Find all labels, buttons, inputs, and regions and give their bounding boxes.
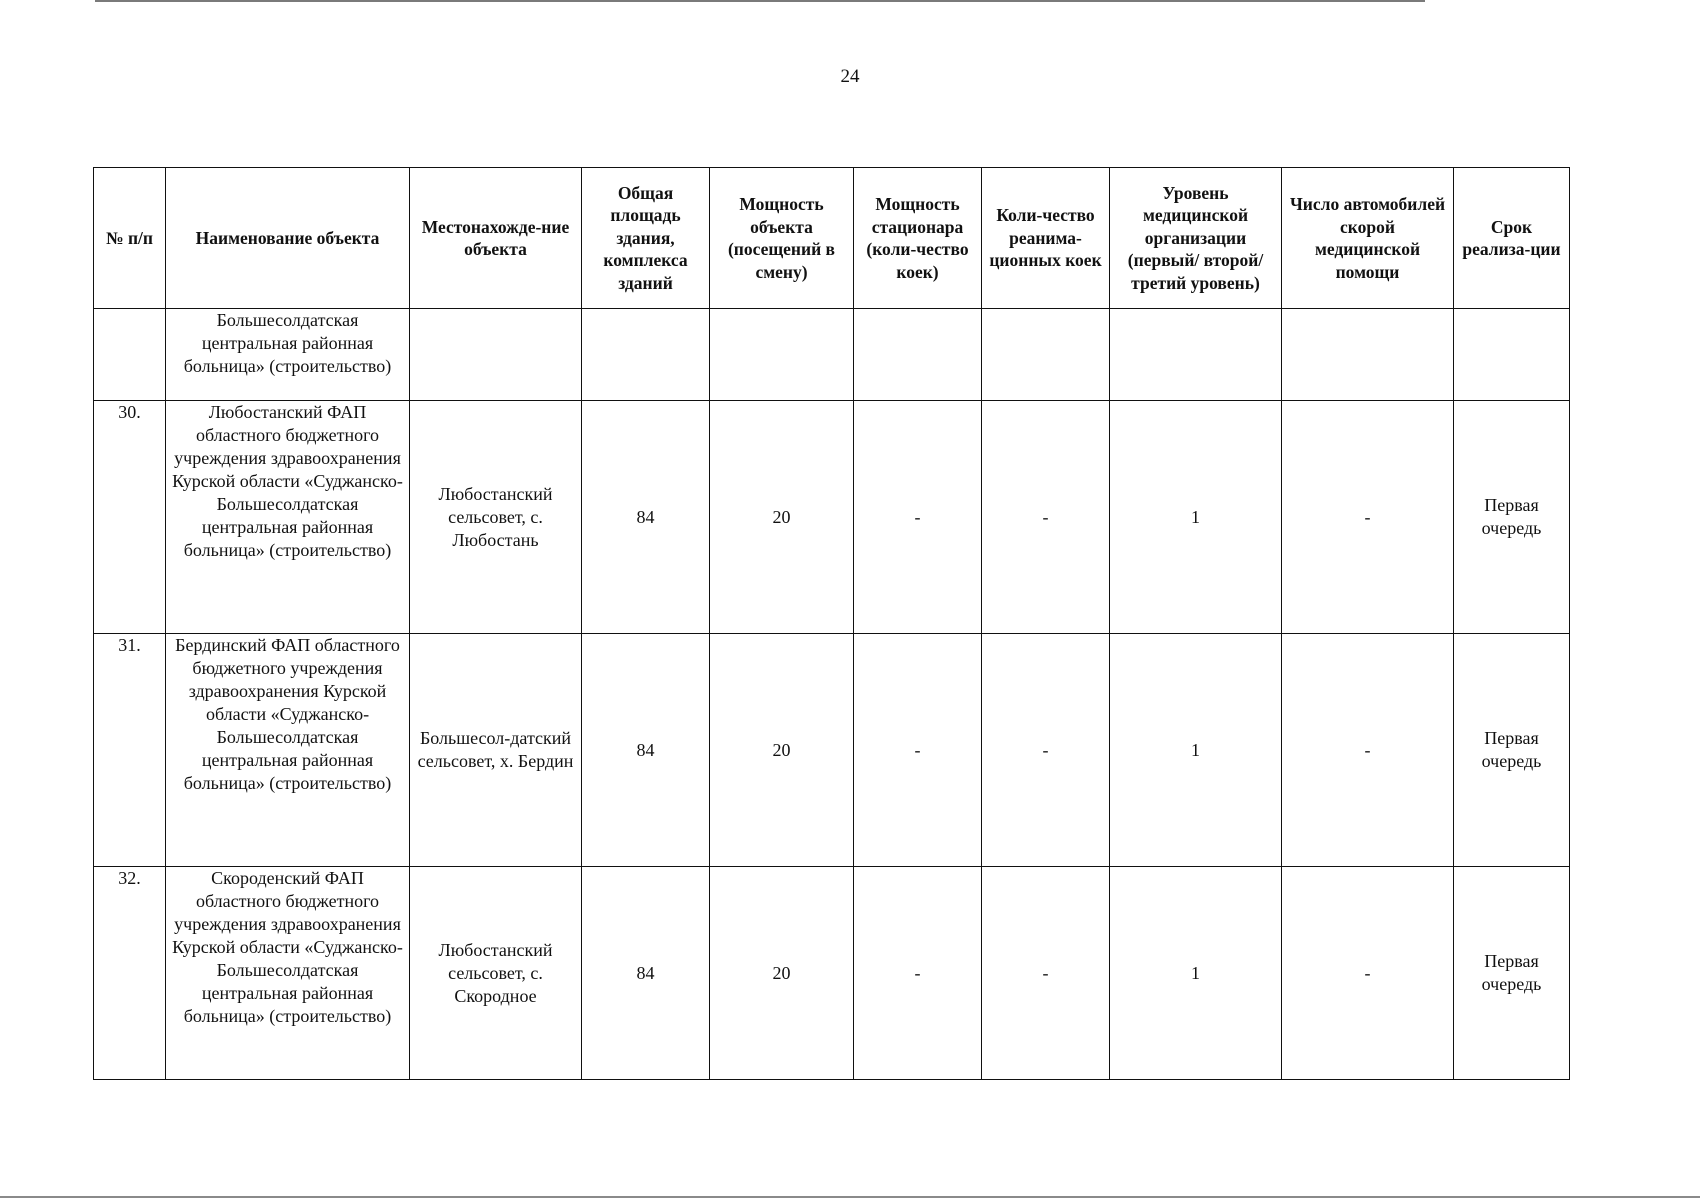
cell-icu xyxy=(982,309,1110,401)
header-ambulances: Число автомобилей скорой медицинской помощи xyxy=(1282,168,1454,309)
cell-hospital: - xyxy=(854,867,982,1080)
table-row xyxy=(94,867,1570,1080)
header-location: Местонахожде-ние объекта xyxy=(410,168,582,309)
scan-edge-top xyxy=(95,0,1425,2)
cell-ambulances: - xyxy=(1282,401,1454,634)
cell-level: 1 xyxy=(1110,867,1282,1080)
cell-ambulances xyxy=(1282,309,1454,401)
cell-term: Первая очередь xyxy=(1454,867,1570,1080)
header-capacity: Мощность объекта (посещений в смену) xyxy=(710,168,854,309)
cell-level: 1 xyxy=(1110,401,1282,634)
cell-num: 30. xyxy=(94,401,166,634)
cell-name: Бердинский ФАП областного бюджетного учреждения здравоохранения Курской области «Суджанско-Большесолдатская центральная районная больница» (строительство) xyxy=(166,634,410,867)
table-header-row xyxy=(94,168,1570,309)
header-level: Уровень медицинской организации (первый/ второй/ третий уровень) xyxy=(1110,168,1282,309)
cell-name: Большесолдатская центральная районная больница» (строительство) xyxy=(166,309,410,401)
cell-hospital: - xyxy=(854,401,982,634)
cell-capacity xyxy=(710,309,854,401)
cell-level xyxy=(1110,309,1282,401)
cell-icu: - xyxy=(982,634,1110,867)
cell-num: 32. xyxy=(94,867,166,1080)
cell-location xyxy=(410,309,582,401)
cell-term xyxy=(1454,309,1570,401)
cell-area: 84 xyxy=(582,634,710,867)
header-term: Срок реализа-ции xyxy=(1454,168,1570,309)
cell-capacity: 20 xyxy=(710,401,854,634)
cell-ambulances: - xyxy=(1282,867,1454,1080)
cell-term: Первая очередь xyxy=(1454,634,1570,867)
cell-ambulances: - xyxy=(1282,634,1454,867)
cell-location: Любостанский сельсовет, с. Скородное xyxy=(410,867,582,1080)
header-hospital: Мощность стационара (коли-чество коек) xyxy=(854,168,982,309)
header-icu: Коли-чество реанима-ционных коек xyxy=(982,168,1110,309)
cell-area xyxy=(582,309,710,401)
facilities-table xyxy=(93,167,1570,1080)
table-row xyxy=(94,401,1570,634)
cell-term: Первая очередь xyxy=(1454,401,1570,634)
cell-capacity: 20 xyxy=(710,634,854,867)
cell-name: Скороденский ФАП областного бюджетного учреждения здравоохранения Курской области «Суджанско-Большесолдатская центральная районная больница» (строительство) xyxy=(166,867,410,1080)
cell-capacity: 20 xyxy=(710,867,854,1080)
header-area: Общая площадь здания, комплекса зданий xyxy=(582,168,710,309)
cell-location: Большесол-датский сельсовет, х. Бердин xyxy=(410,634,582,867)
cell-name: Любостанский ФАП областного бюджетного учреждения здравоохранения Курской области «Суджанско-Большесолдатская центральная районная больница» (строительство) xyxy=(166,401,410,634)
header-name: Наименование объекта xyxy=(166,168,410,309)
cell-icu: - xyxy=(982,401,1110,634)
page-number: 24 xyxy=(840,66,860,87)
cell-area: 84 xyxy=(582,401,710,634)
table-row-continuation xyxy=(94,309,1570,401)
cell-hospital: - xyxy=(854,634,982,867)
scan-edge-bottom xyxy=(0,1196,1700,1198)
cell-location: Любостанский сельсовет, с. Любостань xyxy=(410,401,582,634)
header-num: № п/п xyxy=(94,168,166,309)
cell-level: 1 xyxy=(1110,634,1282,867)
cell-area: 84 xyxy=(582,867,710,1080)
cell-num xyxy=(94,309,166,401)
table-row xyxy=(94,634,1570,867)
cell-icu: - xyxy=(982,867,1110,1080)
cell-hospital xyxy=(854,309,982,401)
cell-num: 31. xyxy=(94,634,166,867)
